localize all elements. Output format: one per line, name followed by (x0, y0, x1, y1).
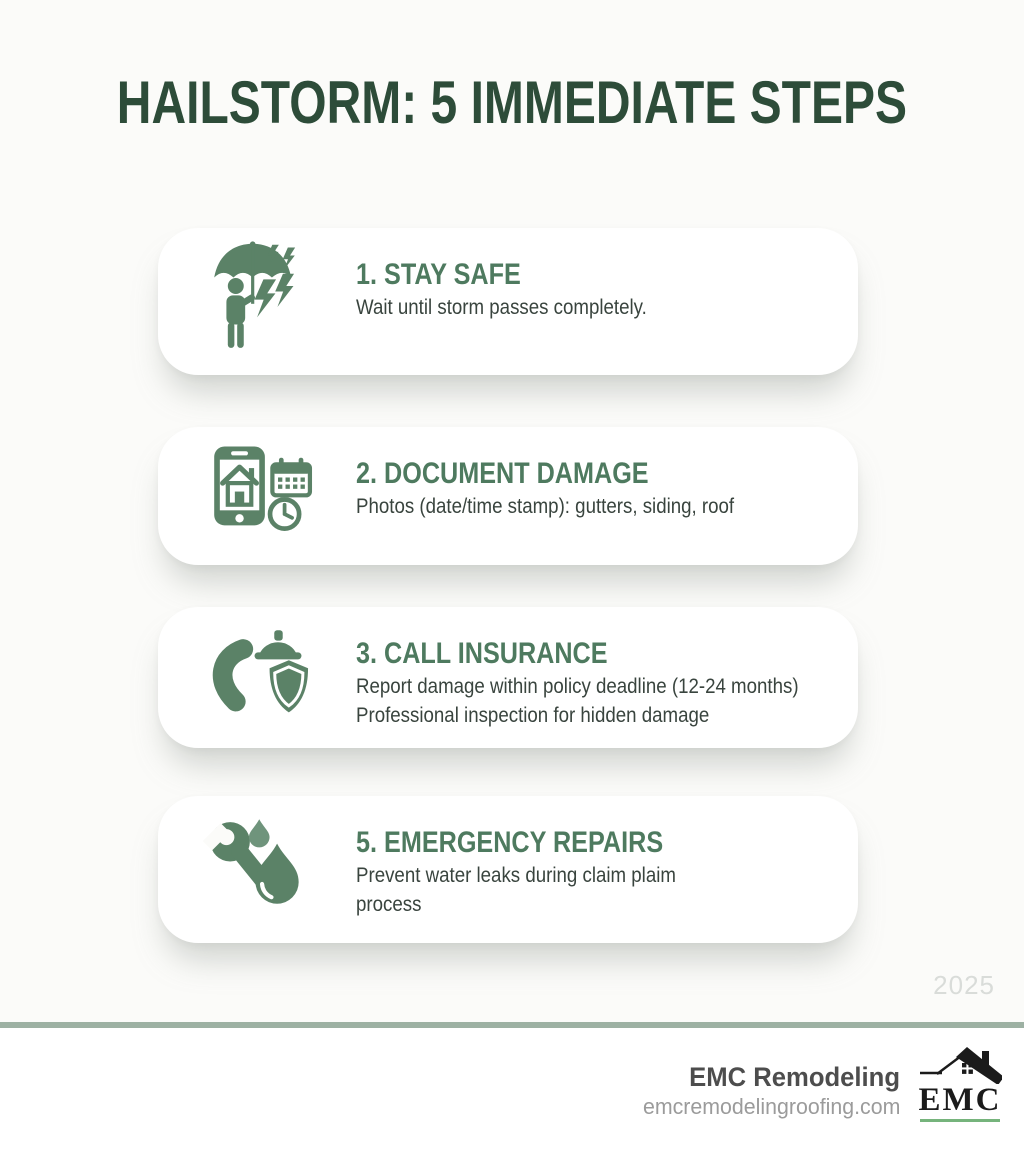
step-title: 5. EMERGENCY REPAIRS (356, 826, 664, 859)
year-watermark: 2025 (933, 970, 995, 1000)
emc-logo-underline (920, 1119, 1000, 1122)
step-text-block (356, 457, 781, 520)
step-description-line: Wait until storm passes completely. (356, 296, 647, 319)
step-card-2 (158, 427, 858, 565)
roof-icon (918, 1044, 1002, 1084)
step-description-line: Prevent water leaks during claim plaim (356, 864, 676, 887)
step-card-5 (158, 796, 858, 943)
phone-hardhat-shield-icon (202, 619, 324, 741)
footer-company-name: EMC Remodeling (689, 1062, 900, 1092)
step-description-line: process (356, 893, 422, 916)
step-title: 1. STAY SAFE (356, 258, 521, 291)
step-card-3 (158, 607, 858, 748)
step-text-block (356, 637, 853, 729)
step-text-block (356, 826, 722, 918)
wrench-water-drops-icon (202, 808, 324, 930)
step-title: 2. DOCUMENT DAMAGE (356, 457, 649, 490)
step-card-1 (158, 228, 858, 375)
page-title: HAILSTORM: 5 IMMEDIATE STEPS (116, 69, 908, 136)
emc-logo (918, 1044, 1002, 1128)
step-description-line: Photos (date/time stamp): gutters, siding, roof (356, 495, 735, 518)
footer-website: emcremodelingroofing.com (642, 1094, 900, 1119)
step-title: 3. CALL INSURANCE (356, 637, 608, 670)
phone-calendar-clock-icon (202, 439, 324, 561)
step-description-line: Report damage within policy deadline (12-24 months) (356, 675, 799, 698)
step-text-block (356, 258, 683, 321)
umbrella-person-lightning-icon (202, 240, 324, 362)
emc-logo-text: EMC (918, 1082, 1002, 1118)
step-description-line: Professional inspection for hidden damage (356, 704, 710, 727)
